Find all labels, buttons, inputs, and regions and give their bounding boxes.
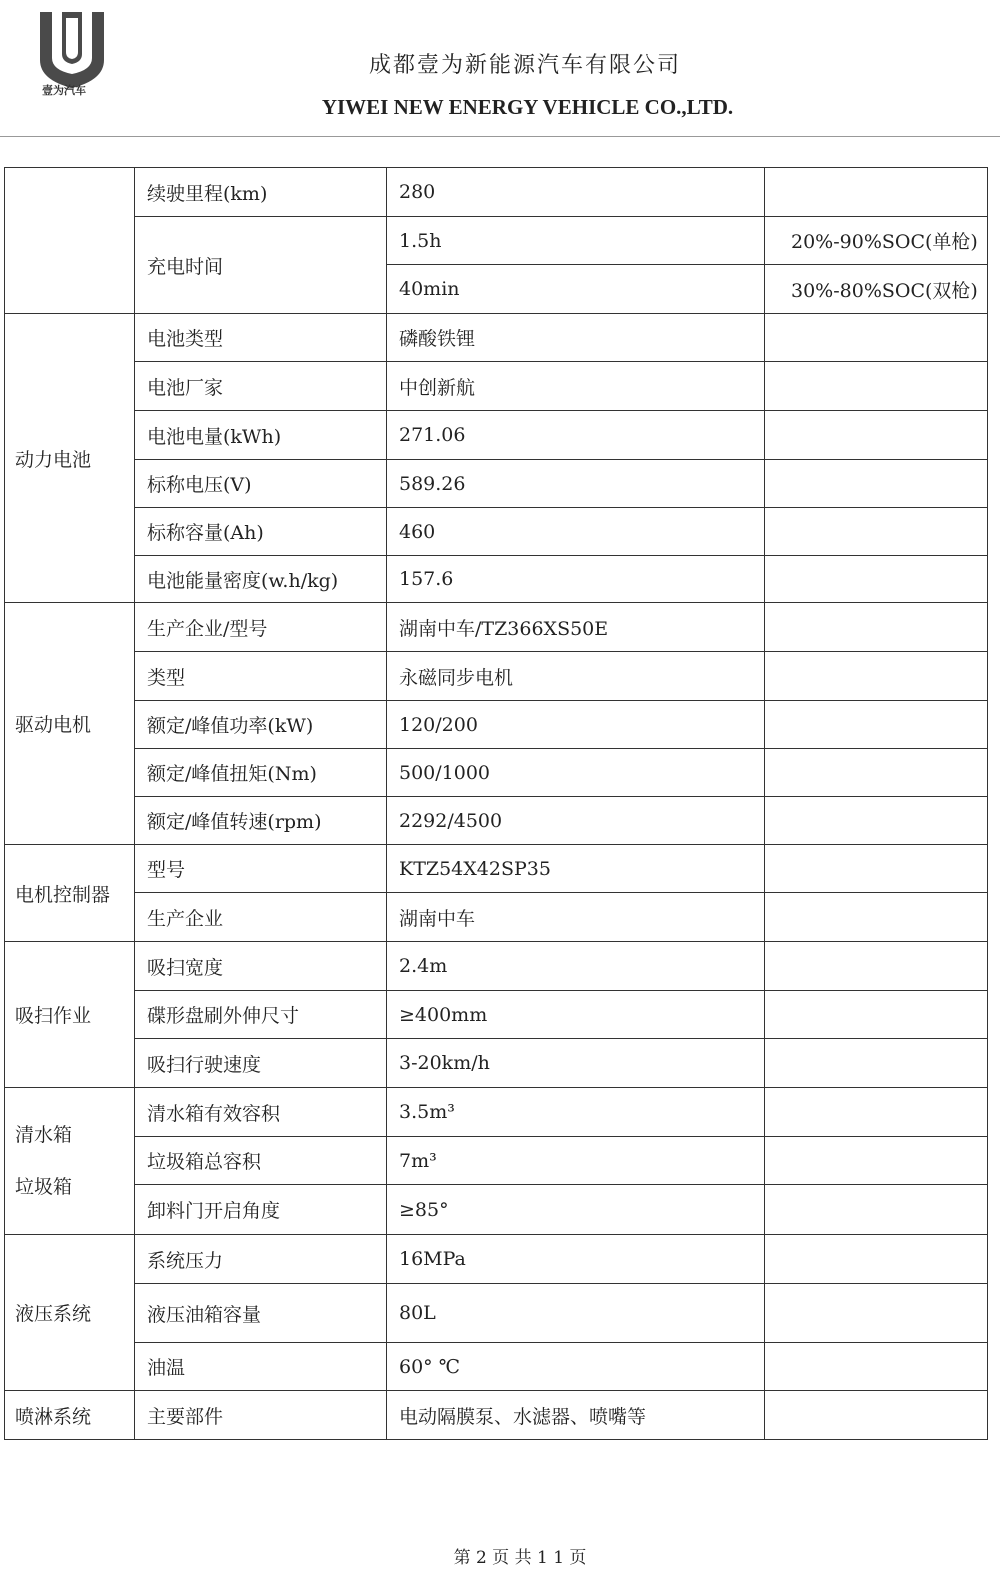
table-row — [5, 1343, 988, 1391]
note-cell — [765, 1391, 988, 1440]
table-row — [5, 1039, 988, 1088]
param-cell: 电池能量密度(w.h/kg) — [135, 556, 387, 603]
value-cell: 120/200 — [387, 701, 765, 749]
param-cell: 吸扫行驶速度 — [135, 1039, 387, 1088]
value-cell: 2292/4500 — [387, 797, 765, 845]
value-cell: 湖南中车/TZ366XS50E — [387, 603, 765, 652]
table-row — [5, 652, 988, 701]
table-row — [5, 362, 988, 411]
note-cell — [765, 1185, 988, 1235]
category-cell: 动力电池 — [5, 314, 135, 603]
param-cell: 电池电量(kWh) — [135, 411, 387, 460]
table-row — [5, 701, 988, 749]
note-cell — [765, 411, 988, 460]
value-cell: 80L — [387, 1284, 765, 1343]
table-row — [5, 1185, 988, 1235]
table-row — [5, 893, 988, 942]
note-cell — [765, 1343, 988, 1391]
logo-text: 壹为汽车 — [42, 84, 86, 97]
param-cell: 液压油箱容量 — [135, 1284, 387, 1343]
value-cell: 2.4m — [387, 942, 765, 991]
param-cell: 充电时间 — [135, 217, 387, 314]
note-cell — [765, 991, 988, 1039]
page-header — [0, 0, 1000, 140]
value-cell: 3-20km/h — [387, 1039, 765, 1088]
note-cell — [765, 893, 988, 942]
note-cell — [765, 1235, 988, 1284]
param-cell: 额定/峰值扭矩(Nm) — [135, 749, 387, 797]
table-row — [5, 603, 988, 652]
value-cell: 电动隔膜泵、水滤器、喷嘴等 — [387, 1391, 765, 1440]
value-cell: 1.5h — [387, 217, 765, 265]
param-cell: 系统压力 — [135, 1235, 387, 1284]
table-row — [5, 797, 988, 845]
company-name-cn: 成都壹为新能源汽车有限公司 — [368, 53, 681, 78]
table-row — [5, 556, 988, 603]
table-row — [5, 1088, 988, 1137]
note-cell — [765, 556, 988, 603]
value-cell: 280 — [387, 168, 765, 217]
note-cell — [765, 797, 988, 845]
note-cell — [765, 652, 988, 701]
param-cell: 垃圾箱总容积 — [135, 1137, 387, 1185]
table-row — [5, 168, 988, 217]
category-cell — [5, 1088, 135, 1235]
param-cell: 油温 — [135, 1343, 387, 1391]
table-row — [5, 942, 988, 991]
value-cell: KTZ54X42SP35 — [387, 845, 765, 893]
param-cell: 额定/峰值功率(kW) — [135, 701, 387, 749]
value-cell: 湖南中车 — [387, 893, 765, 942]
table-row — [5, 991, 988, 1039]
value-cell: 157.6 — [387, 556, 765, 603]
value-cell: ≥400mm — [387, 991, 765, 1039]
note-cell — [765, 508, 988, 556]
note-cell — [765, 460, 988, 508]
param-cell: 生产企业/型号 — [135, 603, 387, 652]
param-cell: 续驶里程(km) — [135, 168, 387, 217]
header-divider — [0, 136, 1000, 137]
note-cell — [765, 942, 988, 991]
param-cell: 标称电压(V) — [135, 460, 387, 508]
table-row — [5, 1235, 988, 1284]
value-cell: 中创新航 — [387, 362, 765, 411]
note-cell — [765, 1039, 988, 1088]
category-cell: 吸扫作业 — [5, 942, 135, 1088]
param-cell: 卸料门开启角度 — [135, 1185, 387, 1235]
category-cell — [5, 168, 135, 314]
value-cell: 60° ℃ — [387, 1343, 765, 1391]
value-cell: 460 — [387, 508, 765, 556]
table-row — [5, 749, 988, 797]
value-cell: 16MPa — [387, 1235, 765, 1284]
param-cell: 额定/峰值转速(rpm) — [135, 797, 387, 845]
table-row — [5, 460, 988, 508]
table-row — [5, 314, 988, 362]
note-cell: 20%-90%SOC(单枪) — [765, 217, 988, 265]
note-cell — [765, 168, 988, 217]
table-row — [5, 1391, 988, 1440]
table-row — [5, 508, 988, 556]
note-cell — [765, 314, 988, 362]
table-row — [5, 1137, 988, 1185]
note-cell — [765, 362, 988, 411]
param-cell: 类型 — [135, 652, 387, 701]
note-cell — [765, 749, 988, 797]
value-cell: 磷酸铁锂 — [387, 314, 765, 362]
param-cell: 标称容量(Ah) — [135, 508, 387, 556]
company-name-en: YIWEI NEW ENERGY VEHICLE CO.,LTD. — [321, 95, 734, 119]
note-cell — [765, 1088, 988, 1137]
category-cell: 驱动电机 — [5, 603, 135, 845]
category-label: 垃圾箱 — [15, 1176, 73, 1198]
table-row — [5, 217, 988, 265]
value-cell: 500/1000 — [387, 749, 765, 797]
param-cell: 主要部件 — [135, 1391, 387, 1440]
category-cell: 液压系统 — [5, 1235, 135, 1391]
note-cell — [765, 1284, 988, 1343]
param-cell: 型号 — [135, 845, 387, 893]
category-cell: 喷淋系统 — [5, 1391, 135, 1440]
table-row — [5, 845, 988, 893]
note-cell — [765, 603, 988, 652]
param-cell: 碟形盘刷外伸尺寸 — [135, 991, 387, 1039]
value-cell: 40min — [387, 265, 765, 314]
param-cell: 电池类型 — [135, 314, 387, 362]
value-cell: 永磁同步电机 — [387, 652, 765, 701]
note-cell — [765, 701, 988, 749]
value-cell: ≥85° — [387, 1185, 765, 1235]
param-cell: 吸扫宽度 — [135, 942, 387, 991]
category-cell: 电机控制器 — [5, 845, 135, 942]
value-cell: 589.26 — [387, 460, 765, 508]
table-row — [5, 411, 988, 460]
page-number: 第 2 页 共 1 1 页 — [453, 1548, 587, 1568]
param-cell: 清水箱有效容积 — [135, 1088, 387, 1137]
note-cell: 30%-80%SOC(双枪) — [765, 265, 988, 314]
param-cell: 电池厂家 — [135, 362, 387, 411]
table-row — [5, 1284, 988, 1343]
value-cell: 3.5m³ — [387, 1088, 765, 1137]
value-cell: 7m³ — [387, 1137, 765, 1185]
param-cell: 生产企业 — [135, 893, 387, 942]
note-cell — [765, 1137, 988, 1185]
value-cell: 271.06 — [387, 411, 765, 460]
note-cell — [765, 845, 988, 893]
category-label: 清水箱 — [15, 1124, 73, 1146]
spec-table — [4, 167, 988, 1440]
